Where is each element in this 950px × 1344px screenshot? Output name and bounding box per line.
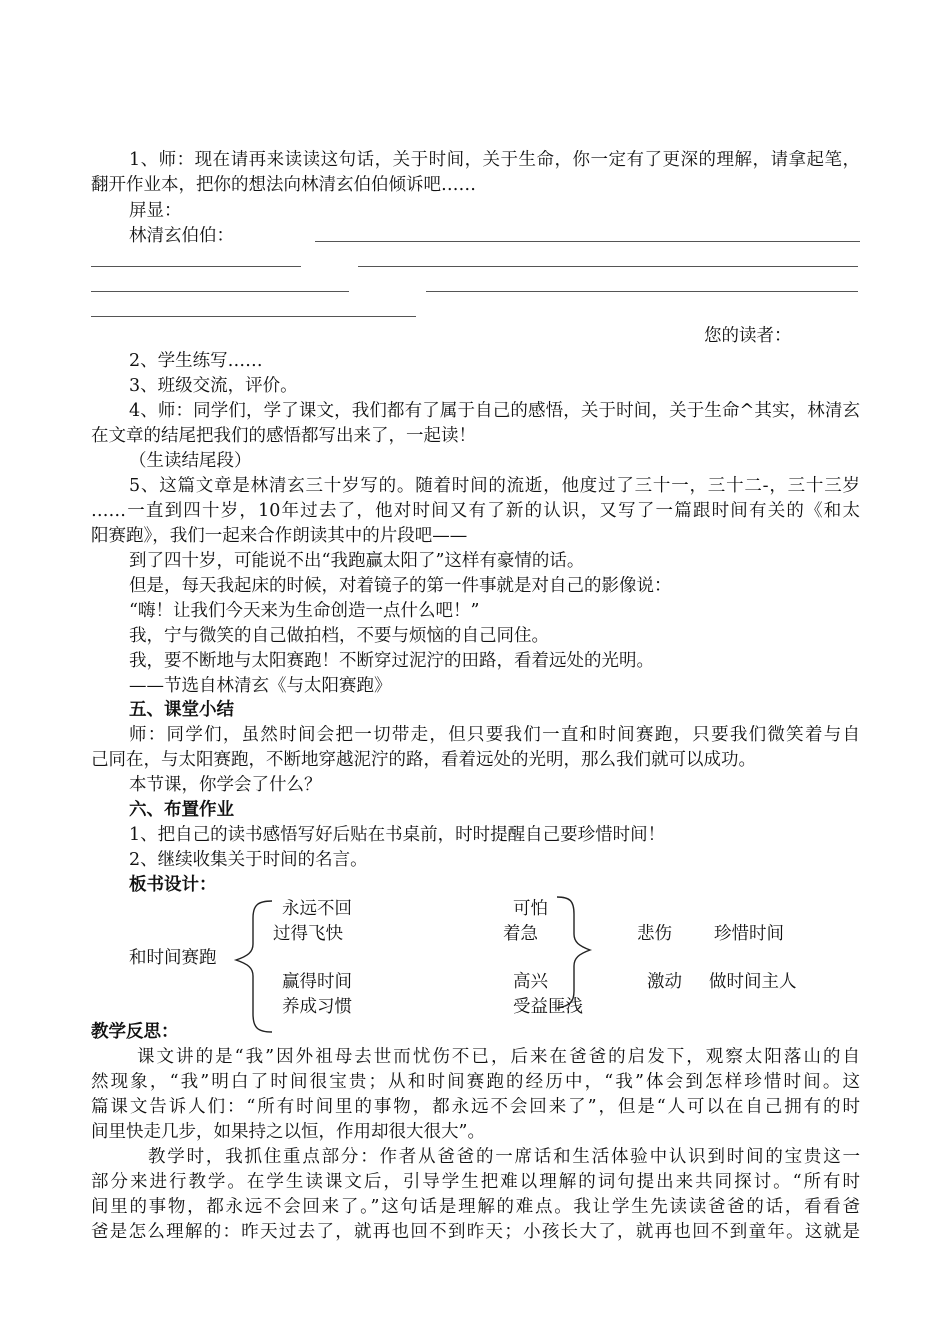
left-brace [236, 901, 272, 1032]
board-word-3: 赢得时间 [282, 972, 352, 992]
para-5-line-1: 5、这篇文章是林清玄三十岁写的。随着时间的流逝，他度过了三十一，三十二-，三十三岁 [129, 476, 860, 496]
board-right-2: 珍惜时间 [714, 924, 784, 944]
reflection-1-line-4: 间里快走几步，如果持之以恒，作用却很大很大”。 [91, 1122, 485, 1142]
board-center: 和时间赛跑 [129, 948, 217, 968]
quote-line-3: “嗨！让我们今天来为生命创造一点什么吧！” [129, 601, 480, 621]
reflection-2-line-2: 部分来进行教学。在学生读课文后，引导学生把难以理解的词句提出来共同探讨。“所有时 [91, 1172, 860, 1192]
board-mid-2: 着急 [503, 924, 538, 944]
board-mid-4: 受益匪浅 [513, 997, 583, 1017]
board-design-title: 板书设计： [129, 875, 217, 895]
quote-line-4: 我，宁与微笑的自己做拍档，不要与烦恼的自己同住。 [129, 626, 549, 646]
quote-line-5: 我，要不断地与太阳赛跑！不断穿过泥泞的田路，看着远处的光明。 [129, 651, 654, 671]
reflection-2-line-4: 爸是怎么理解的：昨天过去了，就再也回不到昨天；小孩长大了，就再也回不到童年。这就是 [91, 1222, 860, 1242]
para-5-line-3: 阳赛跑》，我们一起来合作朗读其中的片段吧—— [91, 526, 468, 546]
right-brace [557, 897, 590, 1008]
reflection-1-line-2: 然现象，“我”明白了时间很宝贵；从和时间赛跑的经历中，“我”体会到怎样珍惜时间。这 [91, 1072, 860, 1092]
quote-line-2: 但是，每天我起床的时候，对着镜子的第一件事就是对自己的影像说： [129, 576, 672, 596]
para-4-line-1: 4、师：同学们，学了课文，我们都有了属于自己的感悟，关于时间，关于生命^其实，林清玄 [129, 401, 860, 421]
summary-line-3: 本节课，你学会了什么？ [129, 775, 322, 795]
homework-1: 1、把自己的读书感悟写好后贴在书桌前，时时提醒自己要珍惜时间！ [129, 825, 666, 845]
para-4-line-2: 在文章的结尾把我们的感悟都写出来了，一起读！ [91, 426, 476, 446]
board-word-2: 过得飞快 [273, 924, 343, 944]
board-mid-1: 可怕 [513, 899, 548, 919]
summary-line-2: 己同在，与太阳赛跑，不断地穿越泥泞的路，看着远处的光明，那么我们就可以成功。 [91, 750, 756, 770]
board-word-4: 养成习惯 [282, 997, 352, 1017]
item-3: 3、班级交流，评价。 [129, 376, 298, 396]
board-right-3: 激动 [647, 972, 682, 992]
quote-source: ——节选自林清玄《与太阳赛跑》 [129, 676, 392, 696]
reflection-2-line-3: 间里的事物，都永远不会回来了。”这句话是理解的难点。我让学生先读读爸爸的话，看看爸 [91, 1197, 860, 1217]
reflection-title: 教学反思： [91, 1022, 179, 1042]
letter-salutation: 林清玄伯伯： [129, 226, 234, 246]
section-5-title: 五、课堂小结 [129, 700, 234, 720]
board-mid-3: 高兴 [513, 972, 548, 992]
board-word-1: 永远不回 [282, 899, 352, 919]
quote-line-1: 到了四十岁，可能说不出“我跑赢太阳了”这样有豪情的话。 [129, 551, 585, 571]
reflection-2-line-1: 教学时，我抓住重点部分：作者从爸爸的一席话和生活体验中认识到时间的宝贵这一 [148, 1147, 860, 1167]
para-5-line-2: ……一直到四十岁，10年过去了，他对时间又有了新的认识，又写了一篇跟时间有关的《和太 [91, 501, 860, 521]
homework-2: 2、继续收集关于时间的名言。 [129, 850, 368, 870]
board-right-1: 悲伤 [637, 924, 672, 944]
letter-signoff: 您的读者： [704, 326, 792, 346]
item-2: 2、学生练写…… [129, 351, 263, 371]
para-1-line-1: 1、师：现在请再来读读这句话，关于时间，关于生命，你一定有了更深的理解，请拿起笔， [129, 150, 860, 170]
screen-label: 屏显： [129, 201, 182, 221]
summary-line-1: 师：同学们，虽然时间会把一切带走，但只要我们一直和时间赛跑，只要我们微笑着与自 [129, 725, 860, 745]
board-right-4: 做时间主人 [709, 972, 797, 992]
para-4-note: （生读结尾段） [129, 451, 252, 471]
reflection-1-line-3: 篇课文告诉人们：“所有时间里的事物，都永远不会回来了”，但是“人可以在自己拥有的时 [91, 1097, 860, 1117]
reflection-1-line-1: 课文讲的是“我”因外祖母去世而忧伤不已，后来在爸爸的启发下，观察太阳落山的自 [137, 1047, 860, 1067]
para-1-line-2: 翻开作业本，把你的想法向林清玄伯伯倾诉吧…… [91, 175, 476, 195]
section-6-title: 六、布置作业 [129, 800, 234, 820]
